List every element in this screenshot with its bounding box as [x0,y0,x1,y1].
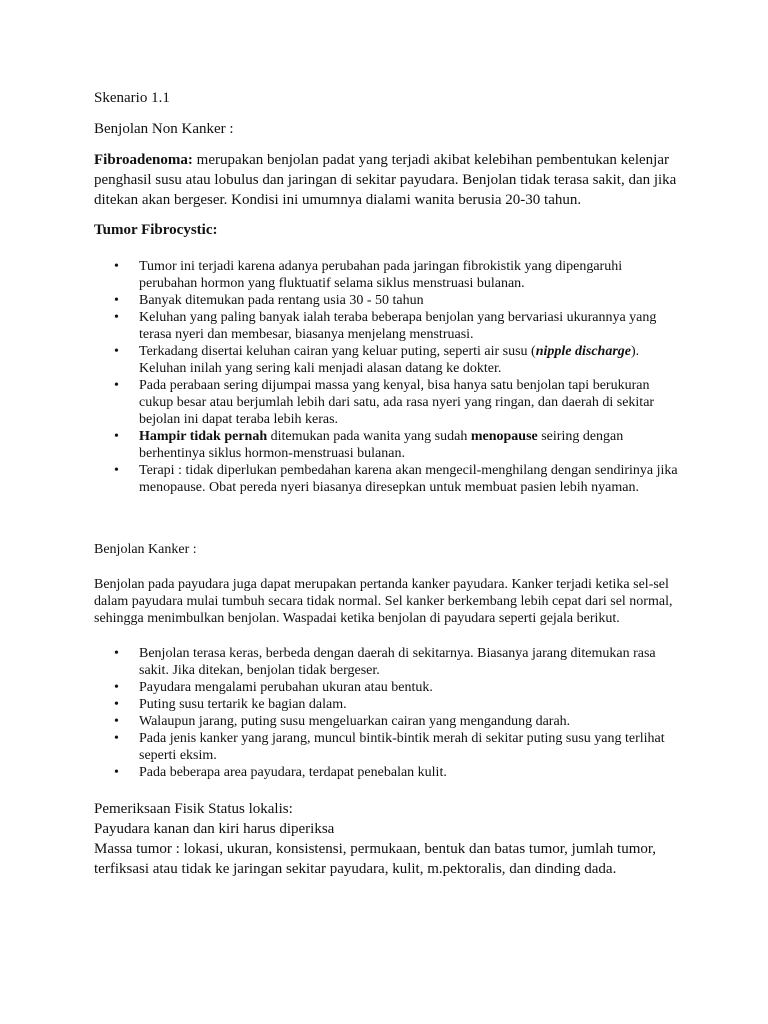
cancer-paragraph: Benjolan pada payudara juga dapat merupakan pertanda kanker payudara. Kanker terjadi ketika sel-sel dalam payudara mulai tumbuh secara tidak normal. Sel kanker berkembang lebih cepat dari sel normal, sehingga menimbulkan benjolan. Waspadai ketika benjolan di payudara seperti gejala berikut. [94,577,673,626]
list-item: • Banyak ditemukan pada rentang usia 30 - 50 tahun [94,292,680,309]
list-item: • Keluhan yang paling banyak ialah teraba beberapa benjolan yang bervariasi ukurannya yang terasa nyeri dan membesar, biasanya menjelang menstruasi. [94,309,680,343]
list-item: • Puting susu tertarik ke bagian dalam. [94,696,680,713]
list-item [94,343,680,377]
emphasis-text: Hampir tidak pernah [139,429,268,444]
document-page [94,88,680,879]
fibrocystic-heading-text: Tumor Fibrocystic: [94,222,218,238]
cancer-symptom-list [94,645,680,781]
fibroadenoma-label: Fibroadenoma: [94,152,193,168]
fibrocystic-heading [94,220,680,240]
list-item: • Pada perabaan sering dijumpai massa yang kenyal, bisa hanya satu benjolan tapi berukuran cukup besar atau berjumlah lebih dari satu, ada rasa nyeri yang ringan, dan daerah di sekitar bejolan ini dapat teraba lebih keras. [94,377,680,428]
list-item-text: seiring dengan berhentinya siklus hormon-menstruasi bulanan. [139,429,624,461]
list-item-text: ). Keluhan inilah yang sering kali menjadi alasan datang ke dokter. [139,344,640,376]
examination-line: Payudara kanan dan kiri harus diperiksa [94,821,335,837]
nipple-discharge-term: nipple discharge [535,344,631,359]
list-item-text: ditemukan pada wanita yang sudah [267,429,471,444]
list-item: • Tumor ini terjadi karena adanya perubahan pada jaringan fibrokistik yang dipengaruhi perubahan hormon yang fluktuatif selama siklus menstruasi bulanan. [94,258,680,292]
cancer-heading: Benjolan Kanker : [94,542,197,557]
menopause-term: menopause [470,429,538,444]
list-item: • Benjolan terasa keras, berbeda dengan daerah di sekitarnya. Biasanya jarang ditemukan rasa sakit. Jika ditekan, benjolan tidak bergeser. [94,645,680,679]
examination-heading: Pemeriksaan Fisik Status lokalis: [94,801,293,817]
fibrocystic-list [94,258,680,496]
list-item: • Pada jenis kanker yang jarang, muncul bintik-bintik merah di sekitar puting susu yang terlihat seperti eksim. [94,730,680,764]
list-item: • Payudara mengalami perubahan ukuran atau bentuk. [94,679,680,696]
list-item: • Terapi : tidak diperlukan pembedahan karena akan mengecil-menghilang dengan sendirinya jika menopause. Obat pereda nyeri biasanya diresepkan untuk membuat pasien lebih nyaman. [94,462,680,496]
non-cancer-heading: Benjolan Non Kanker : [94,121,234,137]
list-item: • Pada beberapa area payudara, terdapat penebalan kulit. [94,764,680,781]
fibroadenoma-text: merupakan benjolan padat yang terjadi akibat kelebihan pembentukan kelenjar penghasil susu atau lobulus dan jaringan di sekitar payudara. Benjolan tidak terasa sakit, dan jika ditekan akan bergeser. Kondisi ini umumnya dialami wanita berusia 20-30 tahun. [94,152,677,208]
list-item: • Walaupun jarang, puting susu mengeluarkan cairan yang mengandung darah. [94,713,680,730]
fibroadenoma-paragraph [94,150,680,210]
scenario-title: Skenario 1.1 [94,90,170,106]
examination-detail: Massa tumor : lokasi, ukuran, konsistensi, permukaan, bentuk dan batas tumor, jumlah tumor, terfiksasi atau tidak ke jaringan sekitar payudara, kulit, m.pektoralis, dan dinding dada. [94,841,657,877]
list-item-text: Terkadang disertai keluhan cairan yang keluar puting, seperti air susu ( [139,344,536,359]
list-item [94,428,680,462]
